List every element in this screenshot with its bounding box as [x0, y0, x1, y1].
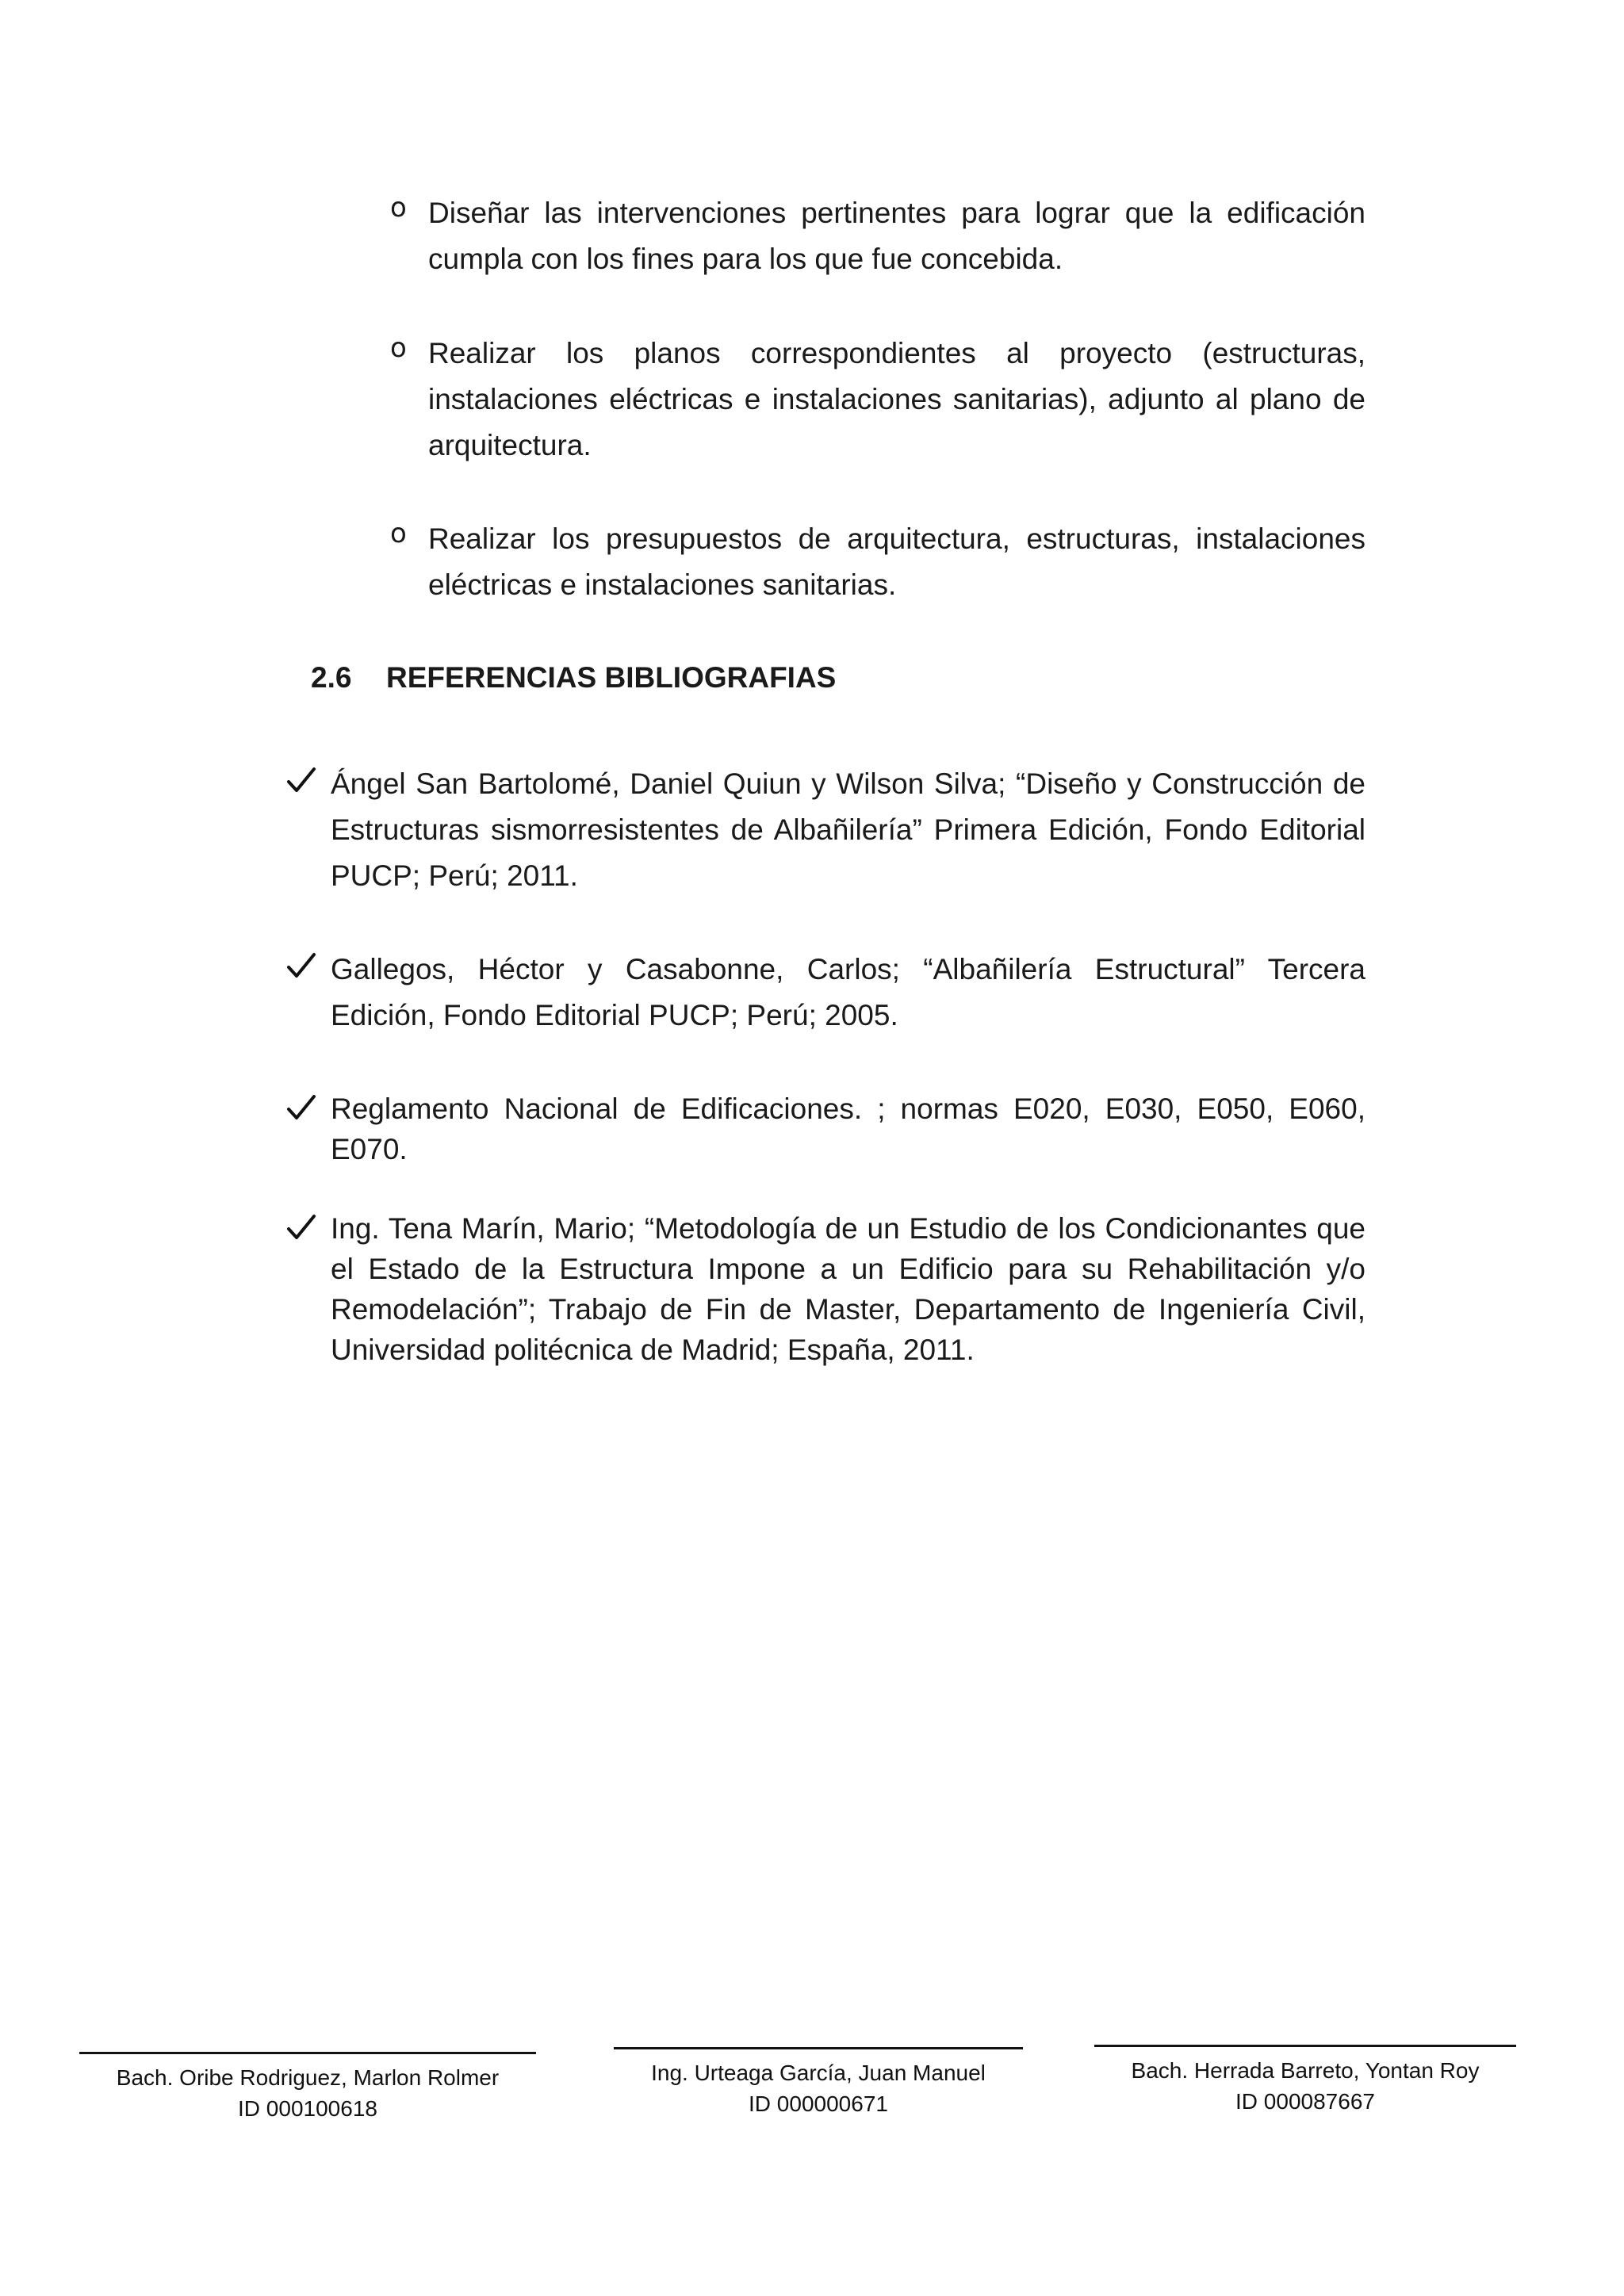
bullet-marker: o	[390, 192, 407, 224]
signature-line	[614, 2047, 1023, 2049]
signatory-id: ID 000087667	[1235, 2089, 1375, 2114]
check-icon	[285, 1211, 317, 1243]
bullet-marker: o	[390, 332, 407, 364]
reference-text: Gallegos, Héctor y Casabonne, Carlos; “Albañilería Estructural” Tercera Edición, Fondo Editorial PUCP; Perú; 2005.	[331, 953, 1365, 1031]
check-icon	[285, 950, 317, 982]
signatory-name: Bach. Oribe Rodriguez, Marlon Rolmer	[116, 2065, 500, 2090]
signatory-name: Bach. Herrada Barreto, Yontan Roy	[1131, 2058, 1480, 2083]
signature-block	[614, 2047, 1023, 2119]
signatory-id: ID 000000671	[749, 2091, 888, 2116]
reference-text: Ángel San Bartolomé, Daniel Quiun y Wilson Silva; “Diseño y Construcción de Estructuras sismorresistentes de Albañilería” Primera Edición, Fondo Editorial PUCP; Perú; 2011.	[331, 767, 1365, 892]
bullet-marker: o	[390, 518, 407, 549]
objective-item	[390, 190, 1365, 282]
reference-text: Reglamento Nacional de Edificaciones. ; normas E020, E030, E050, E060, E070.	[331, 1093, 1365, 1165]
objective-text: Realizar los presupuestos de arquitectura, estructuras, instalaciones eléctricas e instalaciones sanitarias.	[428, 522, 1365, 601]
signatory-id: ID 000100618	[238, 2096, 377, 2121]
signatory-name: Ing. Urteaga García, Juan Manuel	[651, 2061, 986, 2085]
section-heading	[311, 658, 836, 698]
reference-item	[285, 1089, 1365, 1169]
reference-item	[285, 1208, 1365, 1370]
signature-block	[1094, 2045, 1516, 2117]
check-icon	[285, 764, 317, 796]
reference-text: Ing. Tena Marín, Mario; “Metodología de un Estudio de los Condicionantes que el Estado de la Estructura Impone a un Edificio para su Rehabilitación y/o Remodelación”; Trabajo de Fin de Master, Departamento de Ingeniería Civil, Universidad politécnica de Madrid; España, 2011.	[331, 1212, 1365, 1366]
objective-item	[390, 516, 1365, 608]
objective-text: Realizar los planos correspondientes al proyecto (estructuras, instalaciones eléctricas e instalaciones sanitarias), adjunto al plano de arquitectura.	[428, 337, 1365, 461]
signature-line	[1094, 2045, 1516, 2047]
reference-item	[285, 947, 1365, 1039]
reference-item	[285, 761, 1365, 899]
objective-text: Diseñar las intervenciones pertinentes para lograr que la edificación cumpla con los fines para los que fue concebida.	[428, 197, 1365, 275]
section-number: 2.6	[311, 661, 352, 694]
check-icon	[285, 1092, 317, 1123]
objective-item	[390, 331, 1365, 469]
signature-line	[79, 2052, 536, 2054]
section-title: REFERENCIAS BIBLIOGRAFIAS	[386, 661, 837, 694]
signature-block	[79, 2052, 536, 2124]
